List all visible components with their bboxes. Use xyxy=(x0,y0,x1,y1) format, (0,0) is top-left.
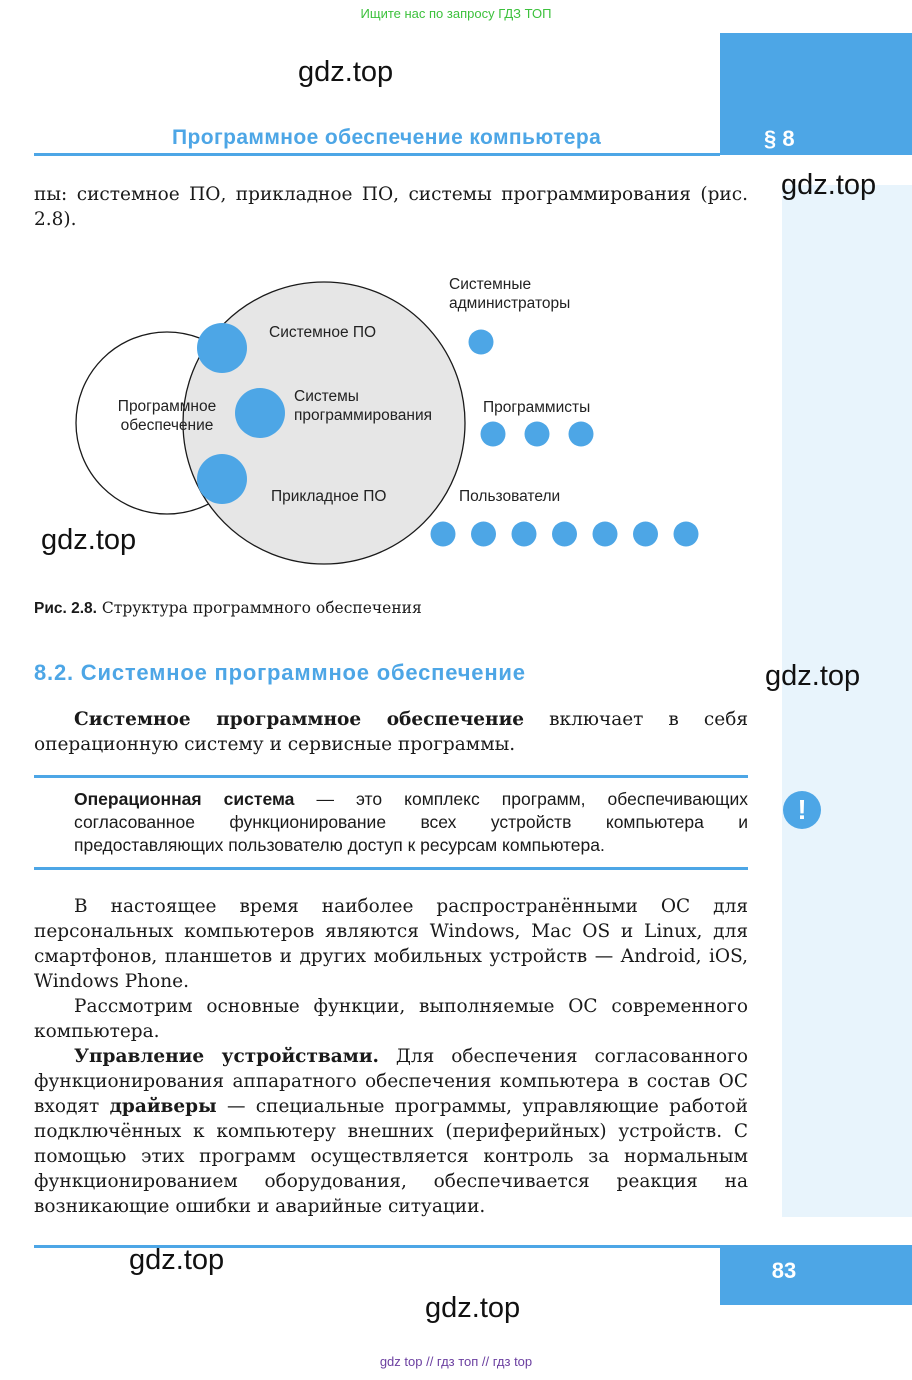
figure-caption-text: Структура программного обеспечения xyxy=(101,599,422,617)
section-intro-text: включает в себя операционную систему и сервисные программы. xyxy=(34,709,748,755)
page-number: 83 xyxy=(771,1258,797,1283)
definition-text: — это комплекс программ, обеспечивающих согласованное функционирование всех устройств компьютера и предоставляющих пользователю доступ к ресурсам компьютера. xyxy=(74,789,748,855)
section-heading: 8.2. Системное программное обеспечение xyxy=(34,660,526,685)
watermark: gdz.top xyxy=(425,1292,521,1324)
group-dots xyxy=(431,330,699,547)
user-dot xyxy=(593,522,618,547)
definition-rule-top xyxy=(34,775,748,778)
users-label: Пользователи xyxy=(459,488,561,505)
application-software-dot xyxy=(197,454,247,504)
user-dot xyxy=(471,522,496,547)
section-intro-paragraph xyxy=(34,707,748,757)
figure-caption-label: Рис. 2.8. xyxy=(34,600,97,617)
watermark: gdz.top xyxy=(41,524,137,556)
outer-label-line1: Программное xyxy=(117,398,217,415)
application-software-label: Прикладное ПО xyxy=(271,488,387,505)
user-dot xyxy=(633,522,658,547)
software-structure-diagram xyxy=(34,255,734,585)
figure-caption xyxy=(34,599,422,618)
definition-term: Операционная система xyxy=(74,789,295,809)
watermark: gdz.top xyxy=(129,1244,225,1276)
body-paragraph-3: Управление устройствами. Для обеспечения согласованного функционирования аппаратного обеспечения компьютера в состав ОС входят драйверы — специальные программы, управляющие работой подключённых к компьютеру внешних (периферийных) устройств. С помощью этих программ осуществляется контроль за нормальным функционированием оборудования, обеспечивается реакция на возникающие ошибки и аварийные ситуации. xyxy=(34,1046,748,1217)
user-dot xyxy=(552,522,577,547)
section-intro-bold: Системное программное обеспечение xyxy=(74,709,525,730)
body-paragraph-3-bold: Управление устройствами. xyxy=(74,1046,379,1067)
admins-label-line2: администраторы xyxy=(449,295,571,312)
admin-dot xyxy=(469,330,494,355)
header-rule xyxy=(34,153,720,156)
programmer-dot xyxy=(525,422,550,447)
system-software-dot xyxy=(197,323,247,373)
programming-systems-label-line1: Системы xyxy=(294,388,359,405)
body-paragraph-2: Рассмотрим основные функции, выполняемые ОС современного компьютера. xyxy=(34,996,748,1042)
intro-paragraph: пы: системное ПО, прикладное ПО, системы программирования (рис. 2.8). xyxy=(34,184,748,230)
admins-label-line1: Системные xyxy=(449,276,532,293)
user-dot xyxy=(674,522,699,547)
programmer-dot xyxy=(481,422,506,447)
section-number: § 8 xyxy=(764,126,795,151)
user-dot xyxy=(431,522,456,547)
watermark: gdz.top xyxy=(765,660,861,692)
definition-box xyxy=(74,788,748,857)
programming-systems-label-line2: программирования xyxy=(294,407,433,424)
system-software-label: Системное ПО xyxy=(269,324,377,341)
programmer-dot xyxy=(569,422,594,447)
definition-rule-bottom xyxy=(34,867,748,870)
watermark: gdz.top xyxy=(298,56,394,88)
side-strip xyxy=(782,185,912,1217)
body-text xyxy=(34,894,748,1219)
watermark: gdz.top xyxy=(781,169,877,201)
user-dot xyxy=(512,522,537,547)
outer-label-line2: обеспечение xyxy=(120,417,214,434)
top-banner[interactable]: Ищите нас по запросу ГДЗ ТОП xyxy=(360,6,552,21)
body-paragraph-1: В настоящее время наиболее распространёнными ОС для персональных компьютеров являются Windows, Mac OS и Linux, для смартфонов, планшетов и других мобильных устройств — Android, iOS, Windows Phone. xyxy=(34,896,748,992)
bottom-links[interactable]: gdz top // гдз топ // гдз top xyxy=(379,1354,533,1369)
programmers-label: Программисты xyxy=(483,399,591,416)
header-block xyxy=(720,33,912,155)
programming-systems-dot xyxy=(235,388,285,438)
exclamation-icon: ! xyxy=(783,791,821,829)
chapter-title: Программное обеспечение компьютера xyxy=(172,126,602,149)
drivers-term: драйверы xyxy=(109,1096,217,1117)
